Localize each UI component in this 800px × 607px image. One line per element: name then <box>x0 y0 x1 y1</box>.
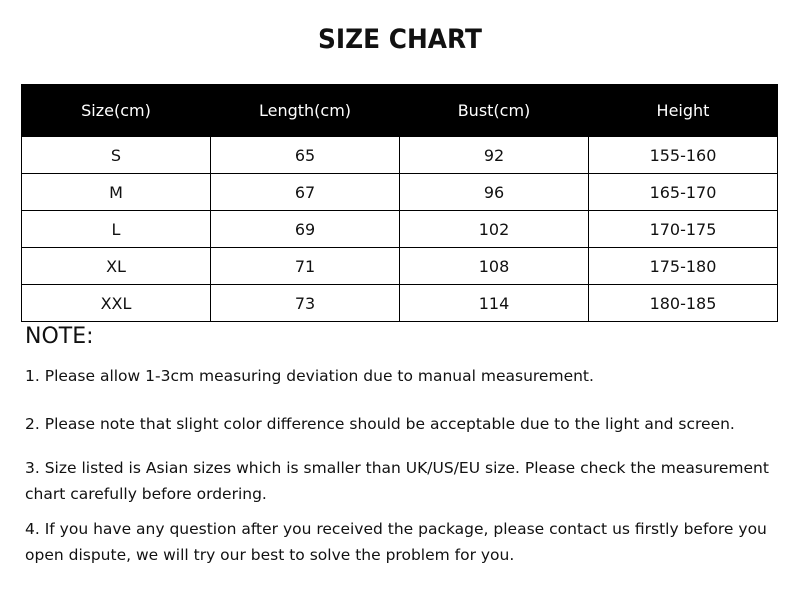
cell-length: 67 <box>211 174 400 211</box>
cell-size: L <box>22 211 211 248</box>
page-title: SIZE CHART <box>318 24 482 55</box>
cell-length: 73 <box>211 285 400 322</box>
size-chart-table <box>21 84 778 322</box>
cell-height: 165-170 <box>589 174 778 211</box>
cell-size: XXL <box>22 285 211 322</box>
table-row <box>22 174 778 211</box>
note-item: 2. Please note that slight color difference should be acceptable due to the light and screen. <box>25 415 735 433</box>
table-row <box>22 285 778 322</box>
cell-length: 71 <box>211 248 400 285</box>
table-row <box>22 137 778 174</box>
note-item: 1. Please allow 1-3cm measuring deviation due to manual measurement. <box>25 367 594 385</box>
cell-bust: 96 <box>400 174 589 211</box>
cell-height: 170-175 <box>589 211 778 248</box>
header-height: Height <box>589 85 778 137</box>
cell-size: M <box>22 174 211 211</box>
header-bust: Bust(cm) <box>400 85 589 137</box>
cell-size: XL <box>22 248 211 285</box>
table-row <box>22 211 778 248</box>
cell-length: 65 <box>211 137 400 174</box>
note-heading: NOTE: <box>25 324 94 349</box>
table-header-row <box>22 85 778 137</box>
cell-bust: 108 <box>400 248 589 285</box>
cell-size: S <box>22 137 211 174</box>
table-row <box>22 248 778 285</box>
cell-bust: 114 <box>400 285 589 322</box>
cell-bust: 102 <box>400 211 589 248</box>
cell-bust: 92 <box>400 137 589 174</box>
header-size: Size(cm) <box>22 85 211 137</box>
cell-height: 180-185 <box>589 285 778 322</box>
note-item: 4. If you have any question after you received the package, please contact us firstly before you open dispute, we will try our best to solve the problem for you. <box>25 520 767 564</box>
cell-height: 175-180 <box>589 248 778 285</box>
cell-height: 155-160 <box>589 137 778 174</box>
cell-length: 69 <box>211 211 400 248</box>
note-item: 3. Size listed is Asian sizes which is smaller than UK/US/EU size. Please check the measurement chart carefully before ordering. <box>25 459 769 503</box>
header-length: Length(cm) <box>211 85 400 137</box>
